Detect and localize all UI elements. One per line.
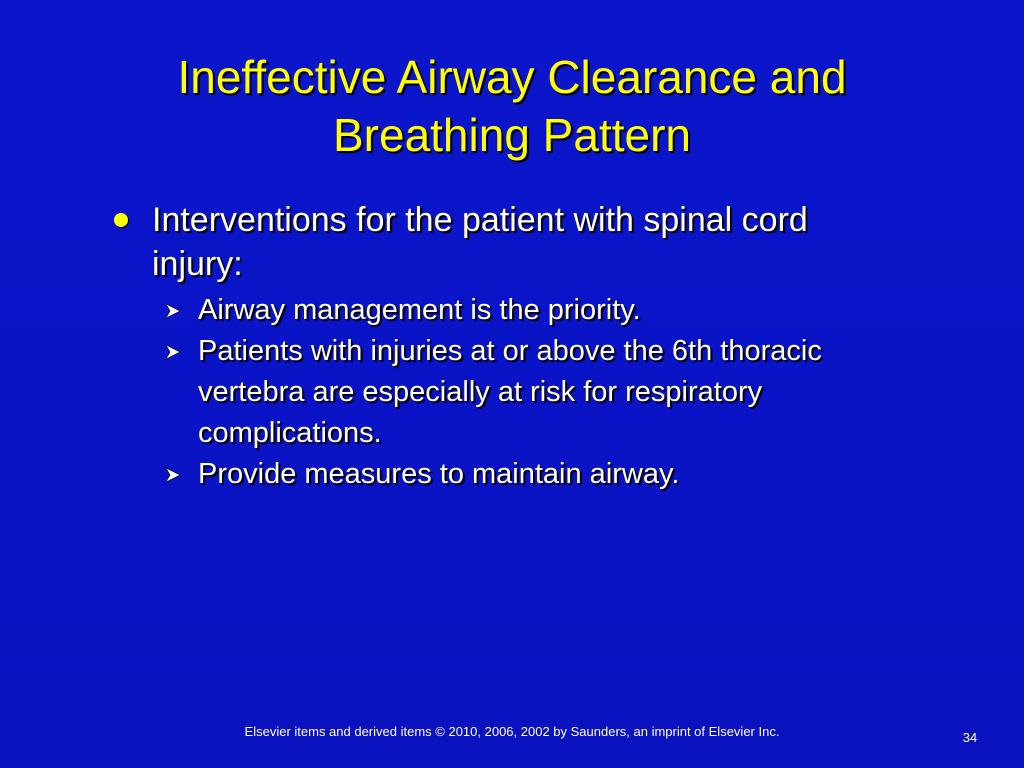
title-line-2: Breathing Pattern [332,109,691,161]
main-bullet-item [112,198,872,286]
arrowhead-bullet-icon [164,466,182,484]
sub-bullet-item [160,331,860,454]
sub-bullet-item [160,454,860,495]
arrowhead-bullet-icon [164,302,182,320]
bullet-circle-icon [114,213,128,227]
sub-bullet-text: Provide measures to maintain airway. [198,458,680,490]
arrowhead-bullet-icon [164,343,182,361]
slide-title [80,48,944,164]
page-number: 34 [962,730,978,745]
main-bullet-text: Interventions for the patient with spinal cord injury: [152,201,808,283]
sub-bullet-list [160,290,860,495]
sub-bullet-item [160,290,860,331]
title-line-1: Ineffective Airway Clearance and [177,51,847,103]
sub-bullet-text: Airway management is the priority. [198,294,641,326]
copyright-footer: Elsevier items and derived items © 2010, 2006, 2002 by Saunders, an imprint of Elsevier Inc. [244,724,780,739]
sub-bullet-text: Patients with injuries at or above the 6th thoracic vertebra are especially at risk for respiratory complications. [198,335,822,449]
